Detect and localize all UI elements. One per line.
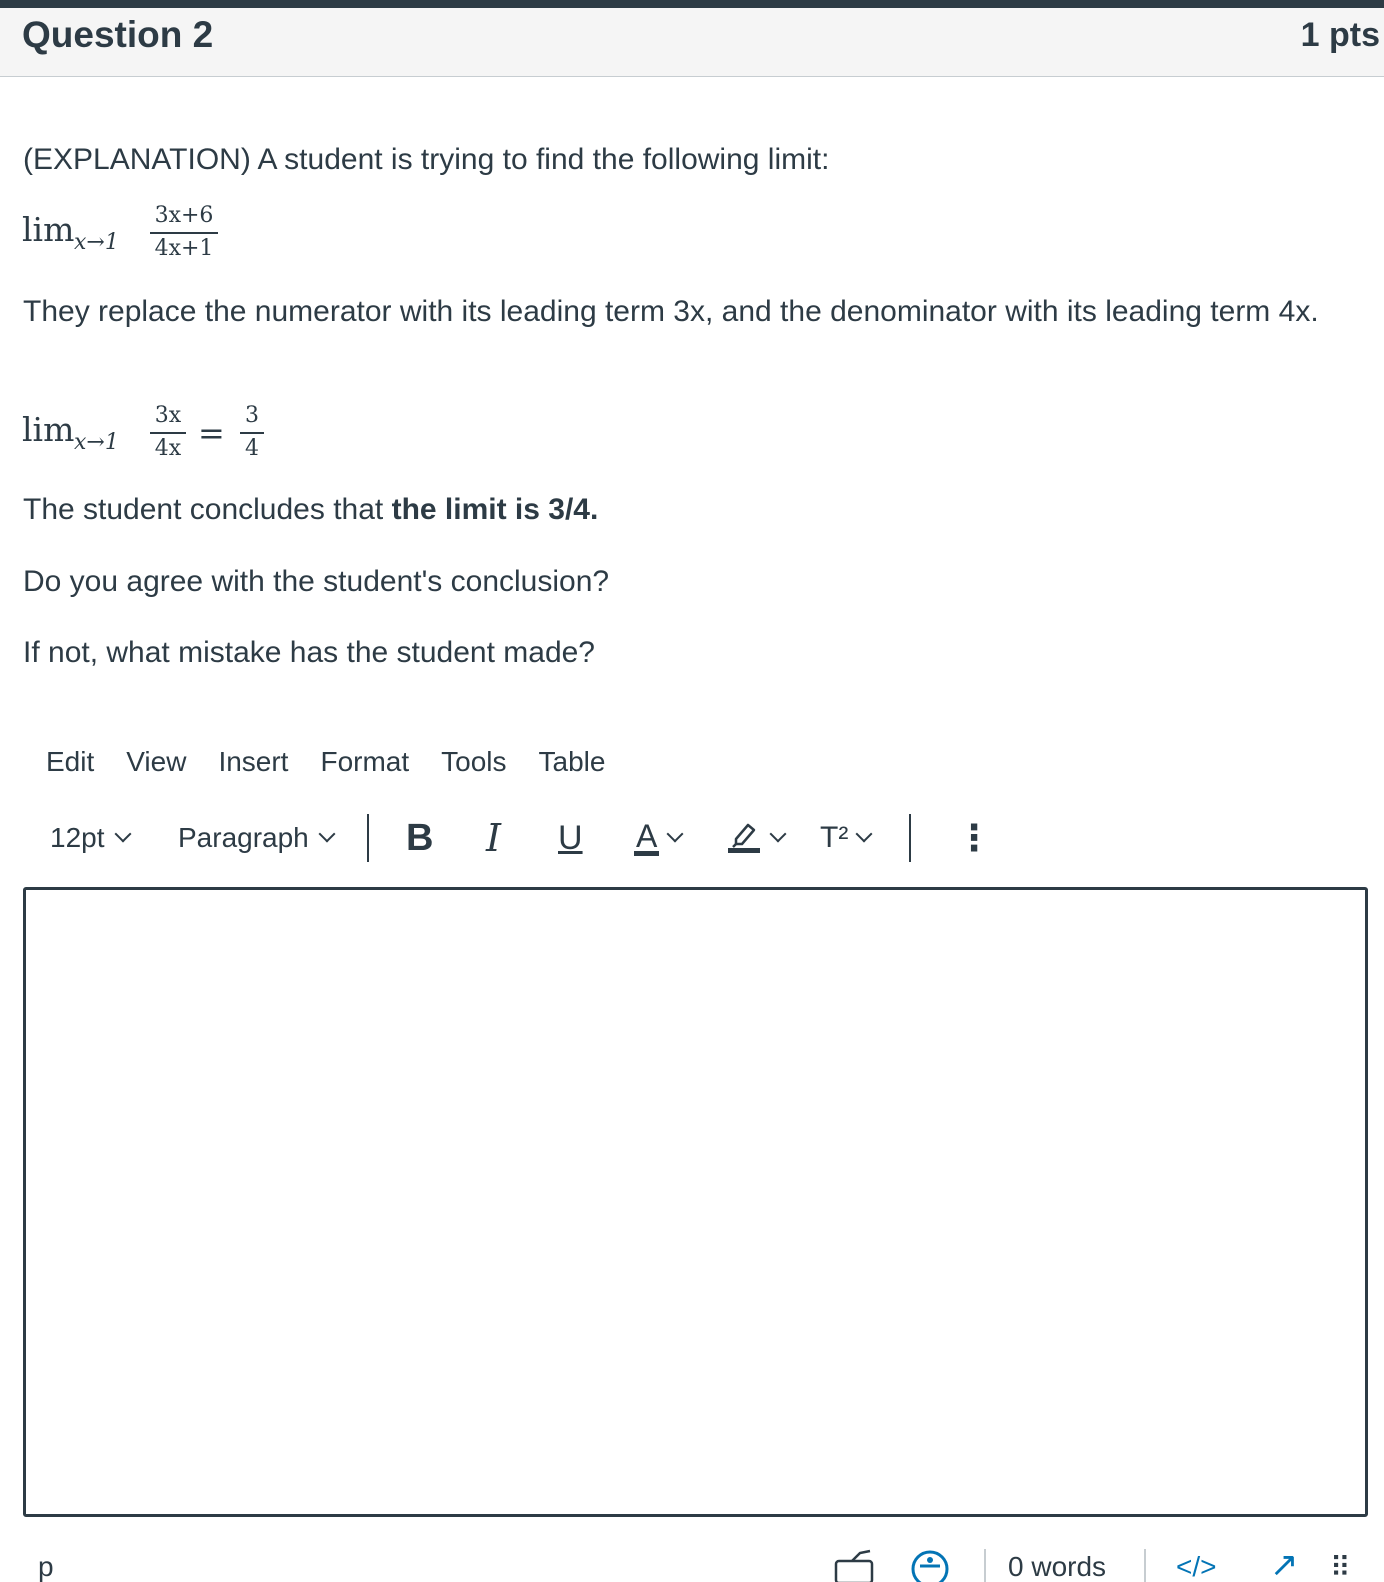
font-size-select[interactable] [50,810,129,866]
menu-insert[interactable]: Insert [218,746,289,777]
question-title: Question 2 [22,14,214,55]
superscript-icon: T² [820,821,849,854]
more-vertical-icon: ⋮ [956,817,992,858]
status-separator [1144,1549,1146,1582]
highlighter-icon [728,819,760,858]
lim-operator: lim [22,210,75,249]
chevron-down-icon [770,826,787,843]
menu-tools[interactable]: Tools [441,746,507,777]
editor-status-bar [0,1545,1384,1582]
denominator: 4x [154,435,182,461]
more-options-button[interactable] [956,810,992,866]
superscript-button[interactable] [820,810,870,866]
italic-button[interactable] [486,810,501,866]
question-points: 1 pts [1300,16,1380,54]
equals-sign: = [198,414,225,452]
bold-button[interactable] [406,810,433,866]
accessibility-icon [910,1549,950,1582]
fullscreen-icon[interactable]: ↗ [1270,1546,1299,1582]
block-format-value: Paragraph [178,822,309,853]
lim-subscript: x→1 [74,430,119,455]
denominator: 4x+1 [154,235,214,261]
conclusion-text [23,486,598,533]
conclusion-prefix: The student concludes that [23,493,392,526]
toolbar-separator [909,814,911,862]
chevron-down-icon [856,826,873,843]
lim-operator: lim [22,410,75,449]
menu-view[interactable]: View [126,746,187,777]
fraction [150,402,186,463]
keyboard-shortcuts-button[interactable] [834,1549,876,1582]
font-size-value: 12pt [50,822,105,853]
result-fraction [240,402,264,463]
fraction-bar [150,432,186,434]
chevron-down-icon [667,826,684,843]
toolbar-separator [367,814,369,862]
block-format-select[interactable] [178,810,333,866]
rich-text-editor-area[interactable] [23,887,1368,1517]
resize-handle-icon[interactable]: ⠿ [1330,1552,1351,1582]
fraction-bar [240,432,264,434]
conclusion-bold: the limit is 3/4. [391,493,599,526]
highlight-color-button[interactable] [728,810,784,866]
menu-table[interactable]: Table [538,746,606,777]
editor-toolbar [30,810,990,866]
editor-menubar [46,740,637,784]
fraction [150,202,218,263]
bold-icon: B [406,816,434,859]
italic-icon: I [486,816,502,860]
numerator: 3x [154,403,182,428]
limit-expression-2 [22,400,322,470]
lim-subscript: x→1 [74,230,119,255]
intro-text: (EXPLANATION) A student is trying to find the following limit: [23,143,830,176]
replace-text: They replace the numerator with its leading term 3x, and the denominator with its leading term 4x. [23,295,1319,328]
numerator: 3x+6 [154,203,214,228]
text-color-icon: A [636,817,658,854]
result-numerator: 3 [245,403,259,428]
fraction-bar [150,232,218,234]
status-separator [984,1549,986,1582]
underline-icon: U [558,818,583,857]
question-text-1: Do you agree with the student's conclusion? [23,565,610,598]
question-header [0,8,1384,77]
chevron-down-icon [114,826,131,843]
word-count[interactable]: 0 words [1008,1551,1107,1582]
element-path[interactable]: p [38,1551,54,1582]
menu-edit[interactable]: Edit [46,746,95,777]
chevron-down-icon [318,826,335,843]
top-rule [0,0,1384,8]
keyboard-icon [834,1549,876,1582]
menu-format[interactable]: Format [320,746,410,777]
question-text-2: If not, what mistake has the student made? [23,636,595,669]
result-denominator: 4 [245,435,259,461]
underline-button[interactable] [558,810,583,866]
html-editor-toggle[interactable]: </> [1176,1551,1217,1582]
text-color-button[interactable] [634,810,681,866]
limit-expression-1 [22,200,282,270]
accessibility-checker-button[interactable] [910,1549,950,1582]
